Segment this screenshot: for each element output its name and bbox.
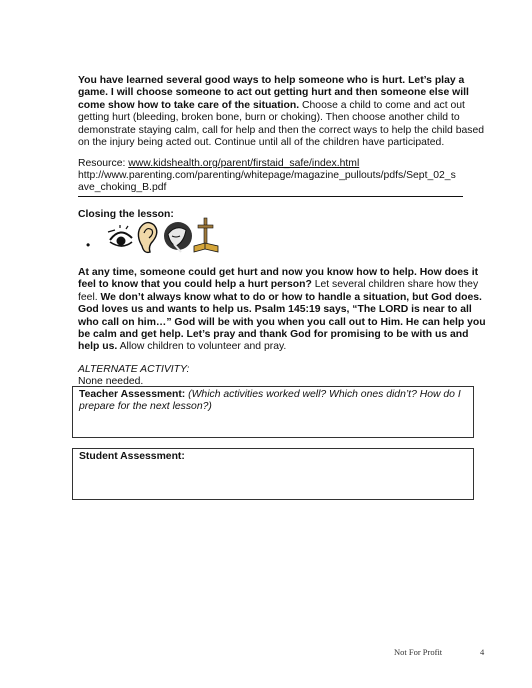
activity-paragraph [78,75,488,149]
footer-notice: Not For Profit [394,647,443,657]
student-assessment-box[interactable] [72,448,474,500]
alternate-heading: ALTERNATE ACTIVITY: [78,364,190,375]
resource-link-kidshealth[interactable]: www.kidshealth.org/parent/firstaid_safe/index.html [128,158,360,169]
bullet: • [86,238,91,252]
closing-question: At any time, someone could get hurt and now you know how to help. How does it feel to know that you could help a hurt person? [78,267,479,291]
cross-bible-icon [194,218,218,252]
teacher-assessment-prompt: (Which activities worked well? Which ones didn’t? How do I prepare for the next lesson?) [79,389,461,413]
ear-icon [138,223,156,253]
resource-block [78,158,488,194]
alternate-activity [78,364,189,388]
closing-icons [84,216,224,256]
page-number: 4 [480,647,485,657]
closing-instruction-1: Let several children share how they feel. [78,279,479,303]
teacher-assessment-box[interactable] [72,386,474,438]
alternate-text: None needed. [78,376,144,387]
teacher-assessment-label: Teacher Assessment: [79,389,186,400]
student-assessment-label: Student Assessment: [79,451,185,462]
closing-scripture-text: We don’t always know what to do or how to handle a situation, but God does. God loves us and wants to help us. Psalm 145:19 says, “The LORD is near to all who call on him…” God will be with you when you call out to Him. He can help you be calm and get help. Let’s pray and thank God for promising to be with us and help us. [78,291,486,353]
resource-link-parenting-2[interactable]: ave_choking_B.pdf [78,182,167,193]
closing-paragraph [78,267,488,354]
eye-icon [108,225,132,246]
resource-link-parenting-1[interactable]: http://www.parenting.com/parenting/whitepage/magazine_pullouts/pdfs/Sept_02_s [78,170,456,181]
activity-bold-lead: You have learned several good ways to help someone who is hurt. Let’s play a game. I will choose someone to act out getting hurt and then someone else will come show how to take care of the situation. [78,75,469,111]
section-divider [78,196,463,197]
closing-instruction-2: Allow children to volunteer and pray. [117,341,287,353]
resource-line-1 [78,158,488,170]
resource-label: Resource: [78,158,129,169]
closing-heading: Closing the lesson: [78,209,174,220]
praying-person-icon [164,222,192,252]
activity-instructions: Choose a child to come and act out getting hurt (bleeding, broken bone, burn or choking). Then choose another child to demonstrate staying calm, call for help and then the correct ways to help the child based on the injury being acted out. Continue until all of the children have participated. [78,99,485,149]
